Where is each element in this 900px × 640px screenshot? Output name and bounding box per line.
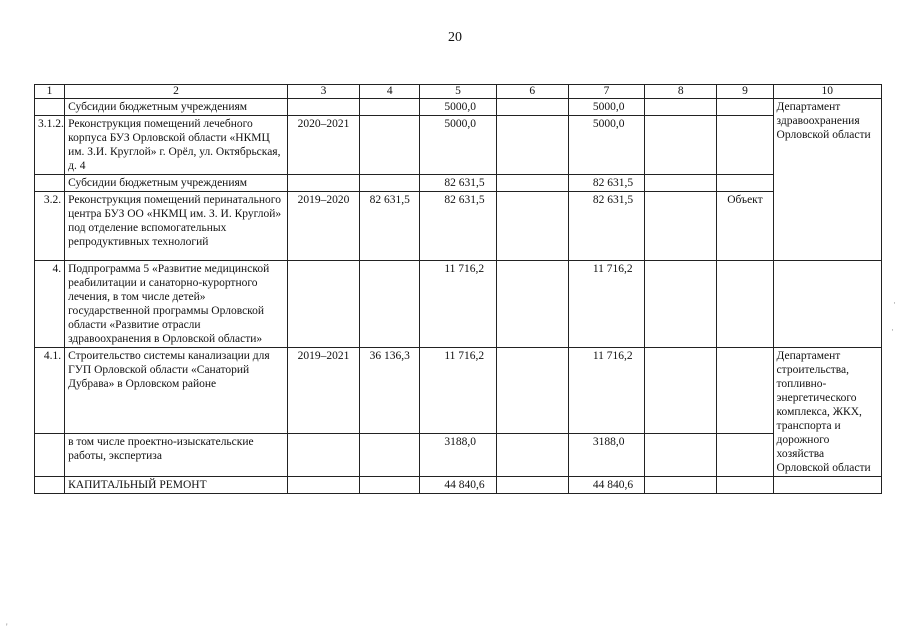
cell-name: Реконструкция помещений лечебного корпуса БУЗ Орловской области «НКМЦ им. З.И. Круглой» г. Орёл, ул. Октябрьская, д. 4 — [65, 116, 288, 175]
cell-total: 44 840,6 — [420, 477, 496, 494]
cell-total: 5000,0 — [420, 116, 496, 175]
cell-col8 — [645, 434, 717, 477]
cell-period: 2019–2021 — [287, 348, 359, 434]
header-cell-4: 4 — [360, 85, 420, 99]
cell-period — [287, 99, 359, 116]
cell-name: Подпрограмма 5 «Развитие медицинской реабилитации и санаторно-курортного лечения, в том числе детей» государственной программы Орловской области «Развитие отрасли здравоохранения в Орловской области» — [65, 261, 288, 348]
cell-period — [287, 434, 359, 477]
cell-cost — [360, 434, 420, 477]
cell-responsible-construction: Департамент строительства, топливно-энергетического комплекса, ЖКХ, транспорта и дорожного хозяйства Орловской области — [773, 348, 881, 477]
cell-number — [35, 477, 65, 494]
cell-total: 82 631,5 — [420, 192, 496, 261]
cell-col9 — [717, 116, 773, 175]
cell-number — [35, 99, 65, 116]
cell-total: 5000,0 — [420, 99, 496, 116]
cell-responsible-empty — [773, 261, 881, 348]
cell-col7: 5000,0 — [568, 99, 644, 116]
cell-number — [35, 175, 65, 192]
cell-col7: 82 631,5 — [568, 175, 644, 192]
header-cell-6: 6 — [496, 85, 568, 99]
cell-number: 3.1.2. — [35, 116, 65, 175]
margin-scan-mark: · — [891, 325, 894, 335]
cell-cost — [360, 99, 420, 116]
table-row — [35, 434, 882, 477]
table-row — [35, 99, 882, 116]
cell-total: 11 716,2 — [420, 348, 496, 434]
cell-cost — [360, 477, 420, 494]
table-row — [35, 477, 882, 494]
cell-col8 — [645, 261, 717, 348]
cell-number: 4.1. — [35, 348, 65, 434]
cell-number: 4. — [35, 261, 65, 348]
cell-name: Реконструкция помещений перинатального центра БУЗ ОО «НКМЦ им. З. И. Круглой» под отделение вспомогательных репродуктивных технологий — [65, 192, 288, 261]
cell-col8 — [645, 99, 717, 116]
cell-col6 — [496, 116, 568, 175]
cell-cost: 82 631,5 — [360, 192, 420, 261]
header-cell-10: 10 — [773, 85, 881, 99]
cell-col7: 5000,0 — [568, 116, 644, 175]
margin-scan-mark: · — [893, 298, 896, 308]
cell-period — [287, 175, 359, 192]
header-row — [35, 85, 882, 99]
cell-cost — [360, 261, 420, 348]
cell-col8 — [645, 477, 717, 494]
cell-col7: 11 716,2 — [568, 261, 644, 348]
cell-col9: Объект — [717, 192, 773, 261]
cell-col9 — [717, 261, 773, 348]
header-cell-8: 8 — [645, 85, 717, 99]
cell-cost — [360, 175, 420, 192]
cell-name: КАПИТАЛЬНЫЙ РЕМОНТ — [65, 477, 288, 494]
cell-col7: 3188,0 — [568, 434, 644, 477]
header-cell-7: 7 — [568, 85, 644, 99]
cell-total: 11 716,2 — [420, 261, 496, 348]
cell-name: Строительство системы канализации для ГУП Орловской области «Санаторий Дубрава» в Орловском районе — [65, 348, 288, 434]
cell-col6 — [496, 348, 568, 434]
cell-col8 — [645, 175, 717, 192]
table-row — [35, 261, 882, 348]
cell-col7: 44 840,6 — [568, 477, 644, 494]
cell-col8 — [645, 192, 717, 261]
cell-number: 3.2. — [35, 192, 65, 261]
header-cell-5: 5 — [420, 85, 496, 99]
cell-col8 — [645, 116, 717, 175]
cell-period — [287, 477, 359, 494]
cell-total: 82 631,5 — [420, 175, 496, 192]
cell-col6 — [496, 192, 568, 261]
header-cell-1: 1 — [35, 85, 65, 99]
header-cell-3: 3 — [287, 85, 359, 99]
table-row — [35, 116, 882, 175]
program-table — [34, 84, 882, 494]
cell-responsible-health: Департамент здравоохранения Орловской области — [773, 99, 881, 261]
cell-total: 3188,0 — [420, 434, 496, 477]
cell-col9 — [717, 99, 773, 116]
cell-name: в том числе проектно-изыскательские работы, экспертиза — [65, 434, 288, 477]
margin-scan-mark: ' — [6, 622, 8, 632]
cell-col9 — [717, 348, 773, 434]
cell-col6 — [496, 175, 568, 192]
cell-cost — [360, 116, 420, 175]
cell-number — [35, 434, 65, 477]
cell-responsible-empty — [773, 477, 881, 494]
cell-col6 — [496, 99, 568, 116]
header-cell-2: 2 — [65, 85, 288, 99]
cell-name: Субсидии бюджетным учреждениям — [65, 99, 288, 116]
cell-col6 — [496, 477, 568, 494]
cell-col7: 11 716,2 — [568, 348, 644, 434]
cell-col9 — [717, 434, 773, 477]
table-row — [35, 348, 882, 434]
header-cell-9: 9 — [717, 85, 773, 99]
cell-period: 2020–2021 — [287, 116, 359, 175]
cell-col9 — [717, 477, 773, 494]
cell-col6 — [496, 434, 568, 477]
cell-cost: 36 136,3 — [360, 348, 420, 434]
page-number: 20 — [448, 30, 462, 45]
cell-col7: 82 631,5 — [568, 192, 644, 261]
cell-period — [287, 261, 359, 348]
cell-name: Субсидии бюджетным учреждениям — [65, 175, 288, 192]
table-row — [35, 192, 882, 261]
cell-col8 — [645, 348, 717, 434]
cell-col9 — [717, 175, 773, 192]
cell-period: 2019–2020 — [287, 192, 359, 261]
table-row — [35, 175, 882, 192]
cell-col6 — [496, 261, 568, 348]
